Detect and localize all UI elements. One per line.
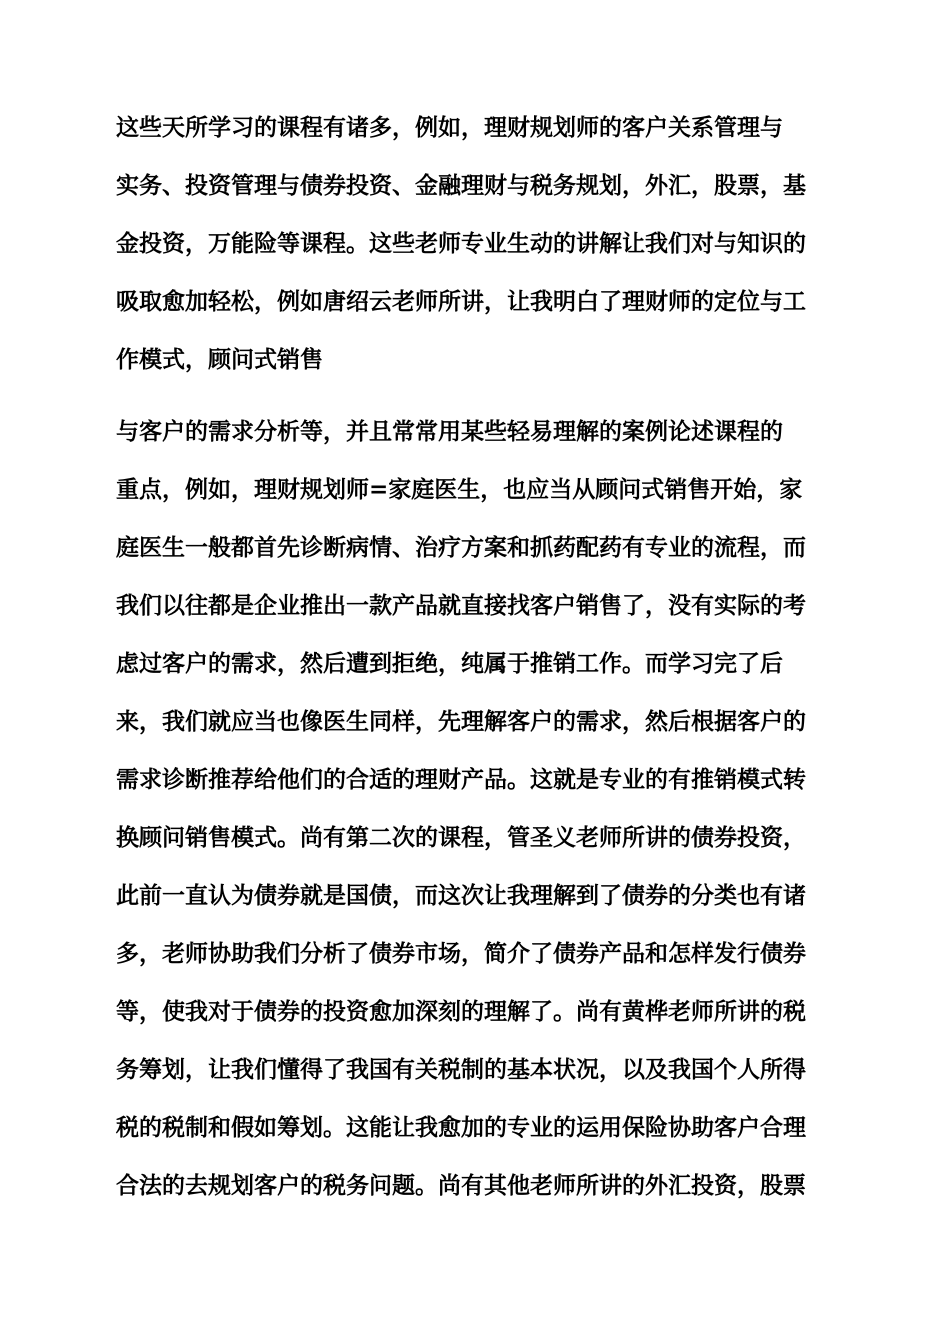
text-line: 等，使我对于债券的投资愈加深刻的理解了。尚有黄桦老师所讲的税: [116, 999, 806, 1025]
text-line: 这些天所学习的课程有诸多，例如，理财规划师的客户关系管理与: [116, 115, 783, 141]
text-line: 需求诊断推荐给他们的合适的理财产品。这就是专业的有推销模式转: [116, 767, 806, 793]
text-line: 庭医生一般都首先诊断病情、治疗方案和抓药配药有专业的流程，而: [116, 535, 806, 561]
text-line: 虑过客户的需求，然后遭到拒绝，纯属于推销工作。而学习完了后: [116, 651, 783, 677]
text-line: 来，我们就应当也像医生同样，先理解客户的需求，然后根据客户的: [116, 709, 806, 735]
text-line: 金投资，万能险等课程。这些老师专业生动的讲解让我们对与知识的: [116, 231, 806, 257]
text-line: 作模式，顾问式销售: [116, 347, 323, 373]
text-line: 此前一直认为债券就是国债，而这次让我理解到了债券的分类也有诸: [116, 883, 806, 909]
text-line: 合法的去规划客户的税务问题。尚有其他老师所讲的外汇投资，股票: [116, 1173, 806, 1199]
text-line: 多，老师协助我们分析了债券市场，简介了债券产品和怎样发行债券: [116, 941, 806, 967]
text-line: 与客户的需求分析等，并且常常用某些轻易理解的案例论述课程的: [116, 419, 783, 445]
text-line: 换顾问销售模式。尚有第二次的课程，管圣义老师所讲的债券投资，: [116, 825, 806, 851]
text-line: 税的税制和假如筹划。这能让我愈加的专业的运用保险协助客户合理: [116, 1115, 806, 1141]
text-line: 吸取愈加轻松，例如唐绍云老师所讲，让我明白了理财师的定位与工: [116, 289, 806, 315]
text-line: 实务、投资管理与债券投资、金融理财与税务规划，外汇，股票，基: [116, 173, 806, 199]
text-line: 我们以往都是企业推出一款产品就直接找客户销售了，没有实际的考: [116, 593, 806, 619]
text-line: 务筹划，让我们懂得了我国有关税制的基本状况，以及我国个人所得: [116, 1057, 806, 1083]
text-line: 重点，例如，理财规划师=家庭医生，也应当从顾问式销售开始，家: [116, 477, 803, 503]
